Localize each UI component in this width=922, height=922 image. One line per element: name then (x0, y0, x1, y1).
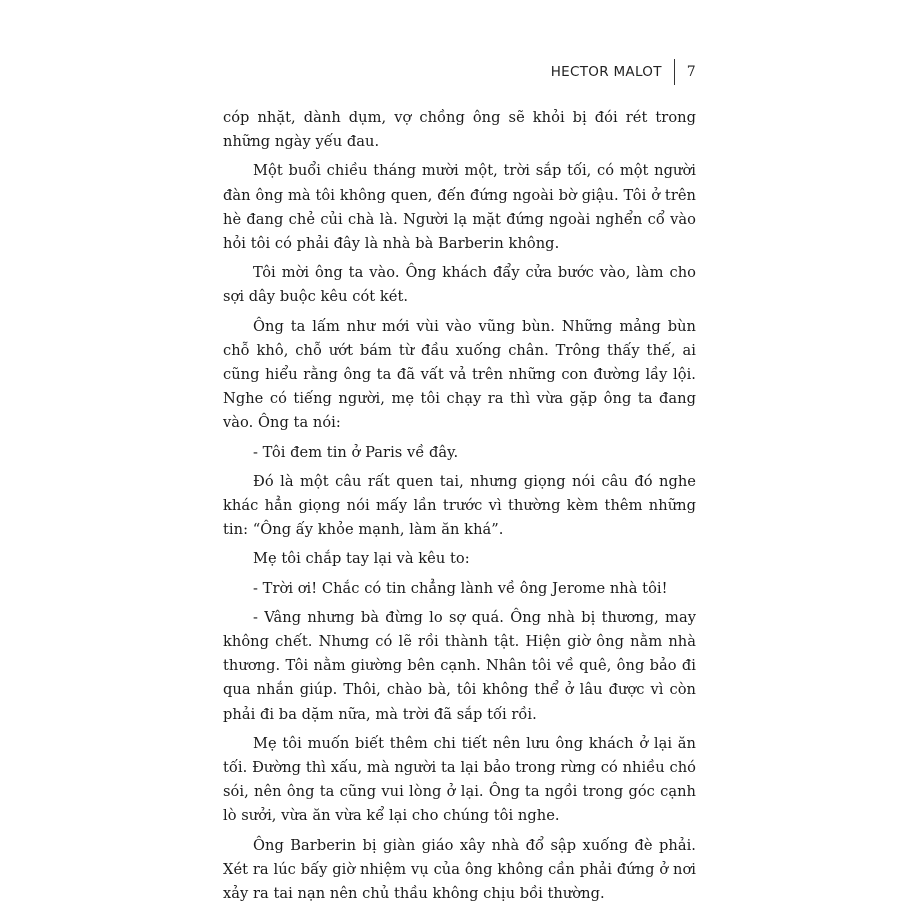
paragraph: Ông ta lấm như mới vùi vào vũng bùn. Những mảng bùn chỗ khô, chỗ ướt bám từ đầu xuống chân. Trông thấy thế, ai cũng hiểu rằng ông ta đã vất vả trên những con đường lầy lội. Nghe có tiếng người, mẹ tôi chạy ra thì vừa gặp ông ta đang vào. Ông ta nói: (223, 317, 696, 432)
dialogue-line: - Vâng nhưng bà đừng lo sợ quá. Ông nhà bị thương, may không chết. Nhưng có lẽ rồi thành tật. Hiện giờ ông nằm nhà thương. Tôi nằm giường bên cạnh. Nhân tôi về quê, ông bảo đi qua nhắn giúp. Thôi, chào bà, tôi không thể ở lâu được vì còn phải đi ba dặm nữa, mà trời đã sắp tối rồi. (223, 608, 696, 723)
paragraph: Mẹ tôi muốn biết thêm chi tiết nên lưu ông khách ở lại ăn tối. Đường thì xấu, mà người ta lại bảo trong rừng có nhiều chó sói, nên ông ta cũng vui lòng ở lại. Ông ta ngồi trong góc cạnh lò sưởi, vừa ăn vừa kể lại cho chúng tôi nghe. (223, 734, 696, 825)
author-name: HECTOR MALOT (550, 64, 662, 80)
paragraph: Mẹ tôi chắp tay lại và kêu to: (253, 550, 470, 568)
page-number: 7 (686, 64, 696, 80)
paragraph: Tôi mời ông ta vào. Ông khách đẩy cửa bước vào, làm cho sợi dây buộc kêu cót két. (223, 264, 696, 306)
dialogue-line: - Tôi đem tin ở Paris về đây. (253, 443, 459, 461)
paragraph: Ông Barberin bị giàn giáo xây nhà đổ sập xuống đè phải. Xét ra lúc bấy giờ nhiệm vụ của ông không cần phải đứng ở nơi xảy ra tai nạn nên chủ thầu không chịu bồi thường. (223, 836, 696, 903)
paragraph: Đó là một câu rất quen tai, nhưng giọng nói câu đó nghe khác hẳn giọng nói mấy lần trước vì thường kèm thêm những tin: “Ông ấy khỏe mạnh, làm ăn khá”. (223, 472, 696, 539)
dialogue-line: - Trời ơi! Chắc có tin chẳng lành về ông Jerome nhà tôi! (253, 579, 668, 597)
running-header (551, 60, 696, 84)
paragraph: Một buổi chiều tháng mười một, trời sắp tối, có một người đàn ông mà tôi không quen, đến đứng ngoài bờ giậu. Tôi ở trên hè đang chẻ củi chà là. Người lạ mặt đứng ngoài nghển cổ vào hỏi tôi có phải đây là nhà bà Barberin không. (223, 162, 696, 253)
paragraph-continuation: cóp nhặt, dành dụm, vợ chồng ông sẽ khỏi bị đói rét trong những ngày yếu đau. (223, 109, 696, 151)
body-text (223, 106, 696, 911)
